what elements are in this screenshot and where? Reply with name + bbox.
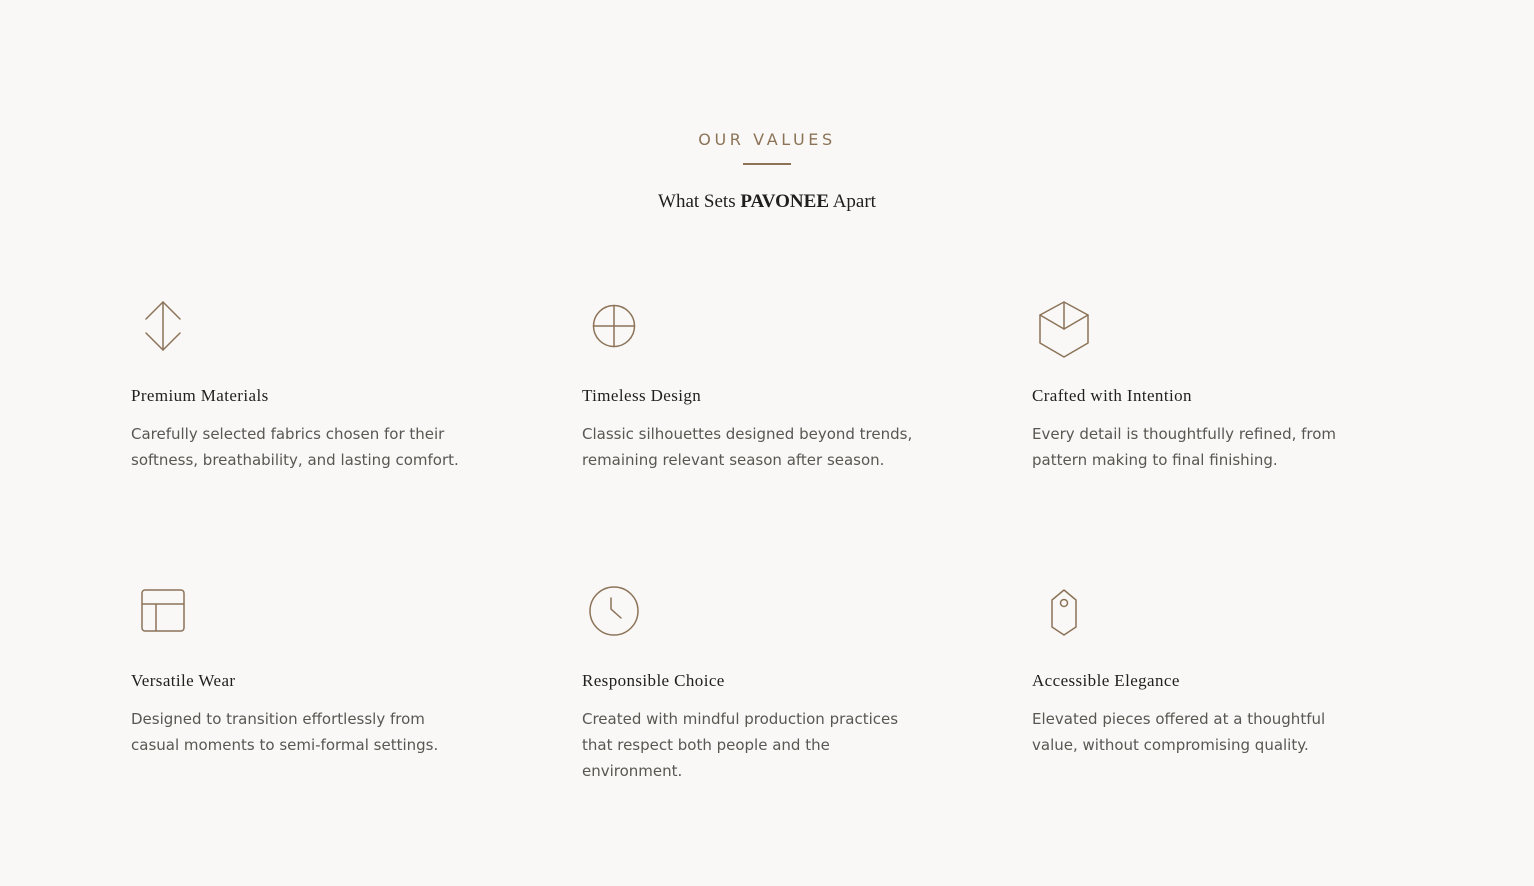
value-description: Classic silhouettes designed beyond trends, remaining relevant season after season. xyxy=(582,425,913,469)
vertical-arrows-icon xyxy=(131,295,195,359)
value-description: Carefully selected fabrics chosen for their softness, breathability, and lasting comfort. xyxy=(131,425,459,469)
title-suffix: Apart xyxy=(832,191,876,212)
value-description: Designed to transition effortlessly from casual moments to semi-formal settings. xyxy=(131,710,439,754)
section-title xyxy=(0,189,1534,215)
value-title: Timeless Design xyxy=(582,386,702,405)
value-title: Versatile Wear xyxy=(131,671,236,690)
value-title: Crafted with Intention xyxy=(1032,386,1192,405)
value-description: Elevated pieces offered at a thoughtful value, without compromising quality. xyxy=(1032,710,1326,754)
price-tag-icon xyxy=(1032,580,1096,644)
section-divider xyxy=(743,163,791,165)
layout-grid-icon xyxy=(131,580,195,644)
box-icon xyxy=(1032,295,1096,359)
value-description: Every detail is thoughtfully refined, from pattern making to final finishing. xyxy=(1032,425,1337,469)
crosshair-circle-icon xyxy=(582,295,646,359)
brand-name: PAVONEE xyxy=(740,191,829,212)
clock-icon xyxy=(582,580,646,644)
section-eyebrow: OUR VALUES xyxy=(698,130,836,149)
value-title: Premium Materials xyxy=(131,386,269,405)
value-title: Accessible Elegance xyxy=(1032,671,1180,690)
value-title: Responsible Choice xyxy=(582,671,725,690)
value-description: Created with mindful production practices that respect both people and the environment. xyxy=(582,710,899,780)
title-prefix: What Sets xyxy=(658,191,736,212)
